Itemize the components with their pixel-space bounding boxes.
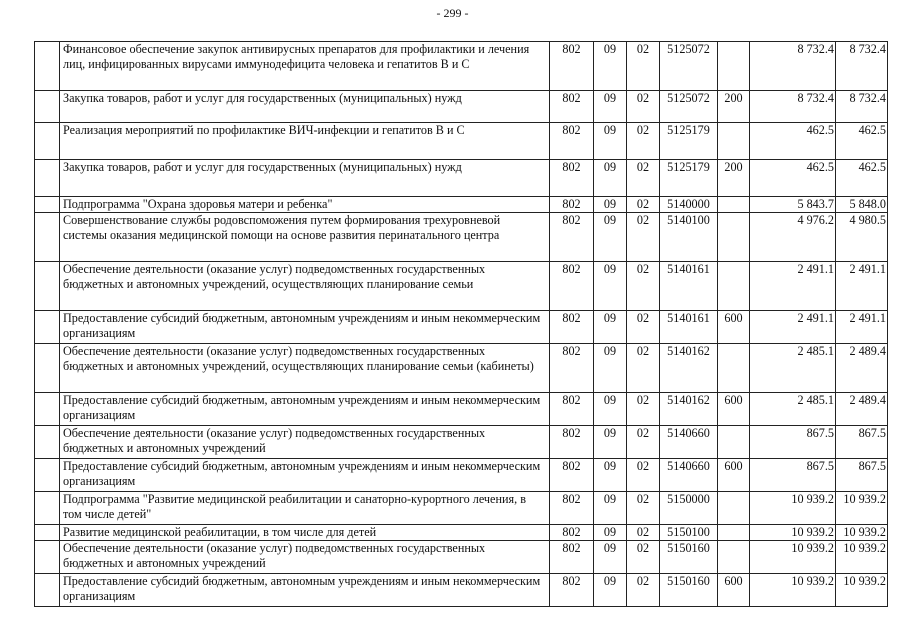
row-margin-cell [35,492,60,525]
amount-year1-cell: 462.5 [750,160,836,197]
ministry-code-cell: 802 [550,541,594,574]
amount-year2-cell: 4 980.5 [836,213,888,262]
subsection-code-cell: 02 [627,197,660,213]
expense-type-cell [718,262,750,311]
target-article-cell: 5125072 [660,91,718,123]
subsection-code-cell: 02 [627,426,660,459]
row-margin-cell [35,574,60,607]
table-row [35,393,888,426]
item-name-cell: Подпрограмма "Развитие медицинской реабилитации и санаторно-курортного лечения, в том числе детей" [60,492,550,525]
section-code-cell: 09 [594,42,627,91]
item-name-cell: Обеспечение деятельности (оказание услуг) подведомственных государственных бюджетных и автономных учреждений [60,426,550,459]
amount-year2-cell: 10 939.2 [836,492,888,525]
table-row [35,160,888,197]
row-margin-cell [35,525,60,541]
item-name-cell: Обеспечение деятельности (оказание услуг) подведомственных государственных бюджетных и автономных учреждений [60,541,550,574]
expense-type-cell: 200 [718,91,750,123]
target-article-cell: 5125179 [660,160,718,197]
ministry-code-cell: 802 [550,393,594,426]
table-row [35,426,888,459]
table-row [35,91,888,123]
table-row [35,492,888,525]
table-row [35,459,888,492]
subsection-code-cell: 02 [627,459,660,492]
section-code-cell: 09 [594,492,627,525]
item-name-cell: Обеспечение деятельности (оказание услуг) подведомственных государственных бюджетных и автономных учреждений, осуществляющих планирование семьи (кабинеты) [60,344,550,393]
expense-type-cell: 600 [718,574,750,607]
item-name-cell: Предоставление субсидий бюджетным, автономным учреждениям и иным некоммерческим организациям [60,311,550,344]
row-margin-cell [35,42,60,91]
table-row [35,541,888,574]
target-article-cell: 5150100 [660,525,718,541]
ministry-code-cell: 802 [550,344,594,393]
section-code-cell: 09 [594,393,627,426]
amount-year1-cell: 2 491.1 [750,262,836,311]
page-number: - 299 - [436,6,469,20]
expense-type-cell [718,525,750,541]
section-code-cell: 09 [594,123,627,160]
subsection-code-cell: 02 [627,525,660,541]
amount-year2-cell: 10 939.2 [836,525,888,541]
section-code-cell: 09 [594,311,627,344]
section-code-cell: 09 [594,213,627,262]
amount-year1-cell: 462.5 [750,123,836,160]
budget-table [34,41,888,607]
ministry-code-cell: 802 [550,262,594,311]
item-name-cell: Обеспечение деятельности (оказание услуг) подведомственных государственных бюджетных и автономных учреждений, осуществляющих планирование семьи [60,262,550,311]
expense-type-cell: 600 [718,311,750,344]
subsection-code-cell: 02 [627,393,660,426]
ministry-code-cell: 802 [550,123,594,160]
item-name-cell: Подпрограмма "Охрана здоровья матери и ребенка" [60,197,550,213]
table-row [35,311,888,344]
section-code-cell: 09 [594,426,627,459]
section-code-cell: 09 [594,344,627,393]
row-margin-cell [35,393,60,426]
expense-type-cell: 600 [718,459,750,492]
ministry-code-cell: 802 [550,91,594,123]
section-code-cell: 09 [594,541,627,574]
amount-year2-cell: 2 491.1 [836,262,888,311]
expense-type-cell [718,344,750,393]
row-margin-cell [35,459,60,492]
subsection-code-cell: 02 [627,262,660,311]
expense-type-cell [718,197,750,213]
amount-year1-cell: 867.5 [750,459,836,492]
amount-year1-cell: 2 485.1 [750,344,836,393]
amount-year2-cell: 2 489.4 [836,393,888,426]
item-name-cell: Закупка товаров, работ и услуг для государственных (муниципальных) нужд [60,160,550,197]
section-code-cell: 09 [594,160,627,197]
ministry-code-cell: 802 [550,574,594,607]
row-margin-cell [35,344,60,393]
item-name-cell: Совершенствование службы родовспоможения путем формирования трехуровневой системы оказания медицинской помощи на основе развития перинатального центра [60,213,550,262]
ministry-code-cell: 802 [550,42,594,91]
subsection-code-cell: 02 [627,91,660,123]
ministry-code-cell: 802 [550,525,594,541]
row-margin-cell [35,213,60,262]
item-name-cell: Предоставление субсидий бюджетным, автономным учреждениям и иным некоммерческим организациям [60,574,550,607]
item-name-cell: Развитие медицинской реабилитации, в том числе для детей [60,525,550,541]
subsection-code-cell: 02 [627,541,660,574]
section-code-cell: 09 [594,197,627,213]
target-article-cell: 5140100 [660,213,718,262]
item-name-cell: Предоставление субсидий бюджетным, автономным учреждениям и иным некоммерческим организациям [60,393,550,426]
subsection-code-cell: 02 [627,42,660,91]
target-article-cell: 5140161 [660,311,718,344]
table-row [35,525,888,541]
expense-type-cell: 600 [718,393,750,426]
subsection-code-cell: 02 [627,213,660,262]
amount-year1-cell: 2 491.1 [750,311,836,344]
target-article-cell: 5140660 [660,459,718,492]
target-article-cell: 5140162 [660,393,718,426]
amount-year1-cell: 4 976.2 [750,213,836,262]
target-article-cell: 5150000 [660,492,718,525]
ministry-code-cell: 802 [550,197,594,213]
table-row [35,123,888,160]
row-margin-cell [35,197,60,213]
amount-year1-cell: 10 939.2 [750,492,836,525]
subsection-code-cell: 02 [627,123,660,160]
row-margin-cell [35,160,60,197]
target-article-cell: 5140161 [660,262,718,311]
expense-type-cell [718,42,750,91]
section-code-cell: 09 [594,574,627,607]
amount-year2-cell: 10 939.2 [836,541,888,574]
subsection-code-cell: 02 [627,311,660,344]
section-code-cell: 09 [594,459,627,492]
expense-type-cell [718,426,750,459]
row-margin-cell [35,426,60,459]
subsection-code-cell: 02 [627,160,660,197]
target-article-cell: 5150160 [660,574,718,607]
item-name-cell: Закупка товаров, работ и услуг для государственных (муниципальных) нужд [60,91,550,123]
expense-type-cell [718,541,750,574]
expense-type-cell [718,213,750,262]
amount-year2-cell: 2 489.4 [836,344,888,393]
amount-year1-cell: 8 732.4 [750,42,836,91]
table-row [35,262,888,311]
amount-year2-cell: 10 939.2 [836,574,888,607]
amount-year2-cell: 8 732.4 [836,42,888,91]
subsection-code-cell: 02 [627,344,660,393]
subsection-code-cell: 02 [627,492,660,525]
target-article-cell: 5125179 [660,123,718,160]
amount-year1-cell: 10 939.2 [750,541,836,574]
amount-year2-cell: 867.5 [836,426,888,459]
row-margin-cell [35,541,60,574]
table-row [35,574,888,607]
table-row [35,344,888,393]
amount-year1-cell: 5 843.7 [750,197,836,213]
section-code-cell: 09 [594,262,627,311]
amount-year1-cell: 2 485.1 [750,393,836,426]
table-row [35,197,888,213]
section-code-cell: 09 [594,525,627,541]
target-article-cell: 5125072 [660,42,718,91]
amount-year2-cell: 8 732.4 [836,91,888,123]
amount-year1-cell: 10 939.2 [750,574,836,607]
item-name-cell: Предоставление субсидий бюджетным, автономным учреждениям и иным некоммерческим организациям [60,459,550,492]
amount-year2-cell: 462.5 [836,160,888,197]
table-row [35,213,888,262]
row-margin-cell [35,123,60,160]
row-margin-cell [35,91,60,123]
item-name-cell: Финансовое обеспечение закупок антивирусных препаратов для профилактики и лечения лиц, инфицированных вирусами иммунодефицита человека и гепатитов В и С [60,42,550,91]
amount-year2-cell: 462.5 [836,123,888,160]
table-row [35,42,888,91]
amount-year2-cell: 5 848.0 [836,197,888,213]
ministry-code-cell: 802 [550,459,594,492]
expense-type-cell [718,492,750,525]
amount-year1-cell: 10 939.2 [750,525,836,541]
target-article-cell: 5140000 [660,197,718,213]
expense-type-cell: 200 [718,160,750,197]
amount-year2-cell: 2 491.1 [836,311,888,344]
row-margin-cell [35,311,60,344]
expense-type-cell [718,123,750,160]
ministry-code-cell: 802 [550,213,594,262]
ministry-code-cell: 802 [550,160,594,197]
ministry-code-cell: 802 [550,311,594,344]
ministry-code-cell: 802 [550,492,594,525]
section-code-cell: 09 [594,91,627,123]
ministry-code-cell: 802 [550,426,594,459]
amount-year1-cell: 8 732.4 [750,91,836,123]
amount-year2-cell: 867.5 [836,459,888,492]
row-margin-cell [35,262,60,311]
item-name-cell: Реализация мероприятий по профилактике ВИЧ-инфекции и гепатитов В и С [60,123,550,160]
target-article-cell: 5140162 [660,344,718,393]
amount-year1-cell: 867.5 [750,426,836,459]
target-article-cell: 5150160 [660,541,718,574]
target-article-cell: 5140660 [660,426,718,459]
subsection-code-cell: 02 [627,574,660,607]
